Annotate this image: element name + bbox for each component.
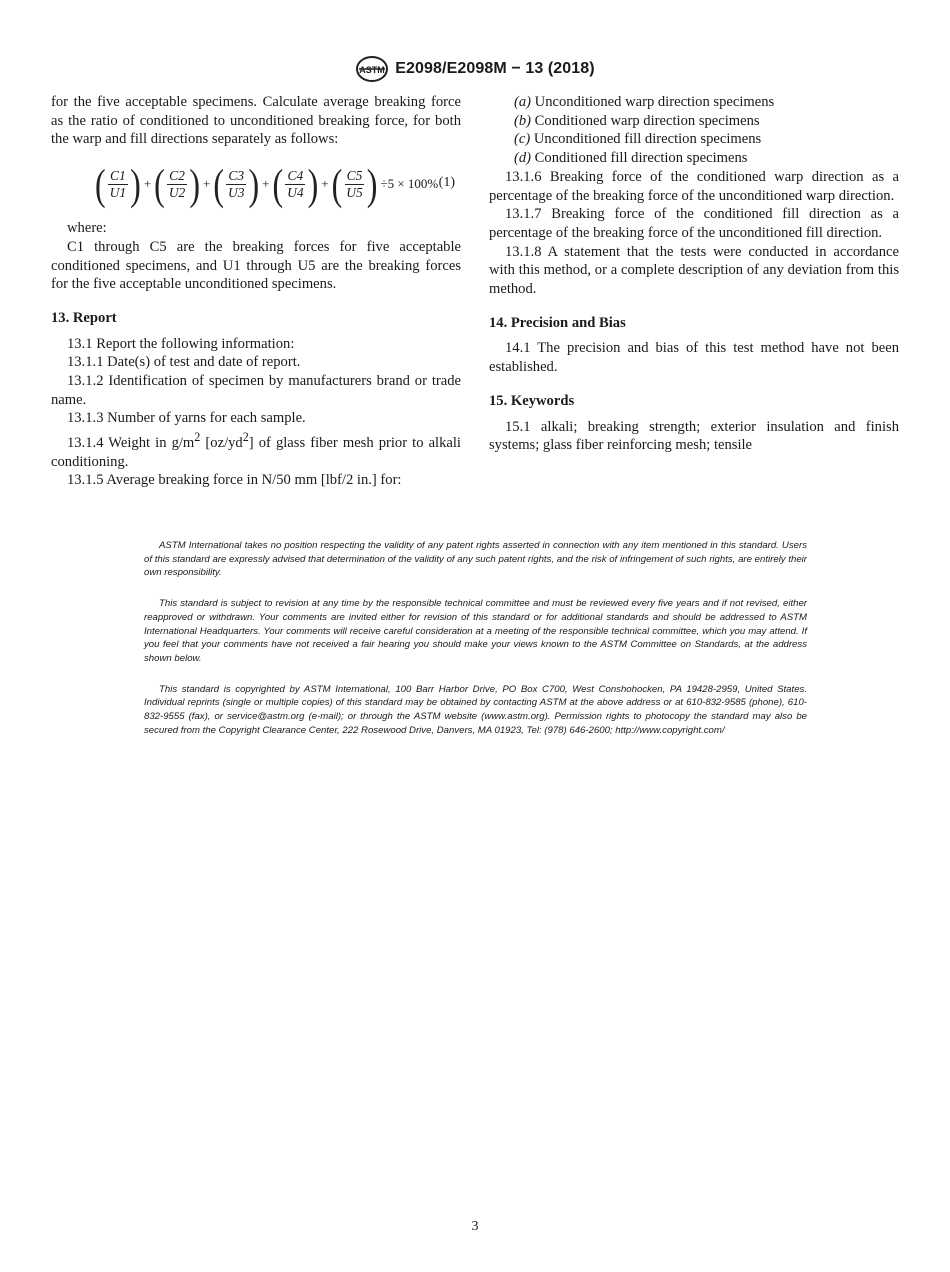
numerator: C2 [169,167,185,183]
plus-sign: + [143,175,152,191]
paragraph-13-1-1: 13.1.1 Date(s) of test and date of report. [67,354,301,371]
paragraph-15-1: 15.1 alkali; breaking strength; exterior insulation and finish systems; glass fiber reinforcing mesh; tensile [489,418,899,454]
legal-notices [144,539,807,754]
intro-paragraph: for the five acceptable specimens. Calculate average breaking force as the ratio of conditioned to unconditioned breaking force, for both the warp and fill directions separately as follows: [51,94,461,148]
paragraph-13-1-6: 13.1.6 Breaking force of the conditioned warp direction as a percentage of the breaking force of the unconditioned warp direction. [489,168,899,204]
paragraph-13-1-2: 13.1.2 Identification of specimen by manufacturers brand or trade name. [51,373,461,408]
list-item: (c) Unconditioned fill direction specimens [514,131,762,148]
left-column [51,93,461,490]
paragraph-13-1-5: 13.1.5 Average breaking force in N/50 mm [lbf/2 in.] for: [67,472,402,489]
paragraph-13-1-8: 13.1.8 A statement that the tests were conducted in accordance with this method, or a complete description of any deviation from this method. [489,243,899,298]
equation-number: (1) [438,175,455,191]
paragraph-13-1: 13.1 Report the following information: [67,335,295,352]
patent-notice: ASTM International takes no position respecting the validity of any patent rights asserted in connection with any item mentioned in this standard. Users of this standard are expressly advised that determination of the validity of any such patent rights, and the risk of infringement of such rights, are entirely their own responsibility. [144,540,807,579]
formula-term: ( $\frac{C5}{U5}$ ) [331,159,378,209]
paragraph-13-1-7: 13.1.7 Breaking force of the conditioned fill direction as a percentage of the breaking force of the unconditioned fill direction. [489,206,899,241]
paragraph-14-1: 14.1 The precision and bias of this test method have not been established. [489,340,899,376]
list-item: (b) Conditioned warp direction specimens [514,112,760,129]
denominator: U2 [168,184,186,200]
denominator: U5 [346,184,363,200]
formula-term: ( $\frac{C2}{U2}$ ) [154,159,200,209]
astm-logo-icon [355,55,389,83]
right-column [489,93,899,455]
denominator: U1 [109,184,127,200]
where-definition: C1 through C5 are the breaking forces for five acceptable conditioned specimens, and U1 through U5 are the breaking forces for the five acceptable unconditioned specimens. [51,238,461,293]
copyright-notice: This standard is copyrighted by ASTM International, 100 Barr Harbor Drive, PO Box C700, West Conshohocken, PA 19428-2959, United States. Individual reprints (single or multiple copies) of this standard may be obtained by contacting ASTM at the above address or at 610-832-9585 (phone), 610-832-9555 (fax), or service@astm.org (e-mail); or through the ASTM website (www.astm.org). Permission rights to photocopy the standard may also be secured from the Copyright Clearance Center, 222 Rosewood Drive, Danvers, MA 01923, Tel: (978) 646-2600; http://www.copyright.com/ [144,683,807,736]
denominator: U3 [227,184,245,200]
where-label: where: [67,220,107,237]
formula-tail: ÷5 × 100% [380,175,439,191]
svg-text:ASTM: ASTM [359,65,386,75]
page-header [0,54,950,84]
section-heading-precision: 14. Precision and Bias [489,314,626,331]
page-number: 3 [471,1219,479,1234]
list-item: (d) Conditioned fill direction specimens [514,150,748,167]
document-title: E2098/E2098M − 13 (2018) [395,60,595,77]
section-heading-report: 13. Report [51,309,117,326]
formula-term: ( $\frac{C4}{U4}$ ) [272,159,319,209]
numerator: C1 [110,167,126,183]
plus-sign: + [202,175,211,191]
numerator: C3 [228,167,245,183]
list-item: (a) Unconditioned warp direction specimens [514,94,775,110]
formula-term: ( $\frac{C3}{U3}$ ) [213,159,260,209]
plus-sign: + [262,175,270,191]
revision-notice: This standard is subject to revision at any time by the responsible technical committee and must be reviewed every five years and if not revised, either reapproved or withdrawn. Your comments are invited either for revision of this standard or for additional standards and should be addressed to ASTM International Headquarters. Your comments will receive careful consideration at a meeting of the responsible technical committee, which you may attend. If you feel that your comments have not received a fair hearing you should make your views known to the ASTM Committee on Standards, at the address shown below. [144,598,807,664]
equation-1 [95,149,461,219]
denominator: U4 [287,184,304,200]
section-heading-keywords: 15. Keywords [489,392,575,409]
numerator: C5 [346,167,363,183]
formula-term: ( $\frac{C1}{U1}$ ) [95,159,141,209]
paragraph-13-1-4: 13.1.4 Weight in $g/m^2$ $[oz/yd^2]$ of glass fiber mesh prior to alkali conditioning. [51,430,461,470]
plus-sign: + [321,175,329,191]
numerator: C4 [287,167,304,183]
paragraph-13-1-3: 13.1.3 Number of yarns for each sample. [67,410,306,427]
